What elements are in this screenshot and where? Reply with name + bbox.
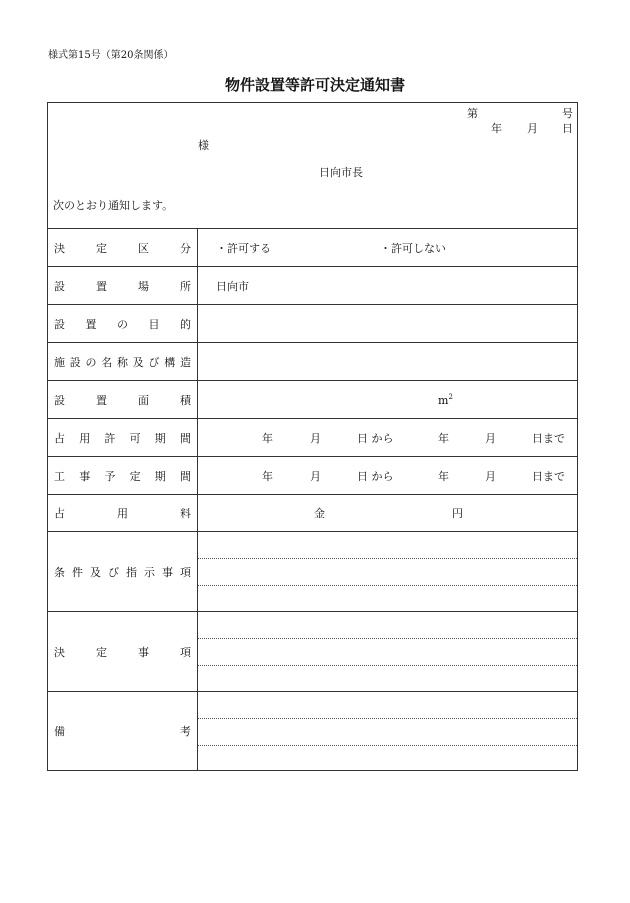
header-area: [48, 103, 577, 229]
label-char: 目: [148, 317, 160, 331]
label-cell: [48, 419, 198, 456]
decision-line-1[interactable]: [198, 612, 577, 639]
period-start-month: 月: [310, 431, 321, 445]
label-installation-location: [54, 278, 191, 294]
decision-field: [198, 229, 577, 266]
conditions-line-3[interactable]: [198, 586, 577, 611]
label-char: の: [85, 355, 97, 369]
label-char: 構: [164, 355, 176, 369]
decision-line-3[interactable]: [198, 666, 577, 691]
fee-en: 円: [452, 507, 463, 520]
label-char: 定: [129, 469, 141, 483]
area-field[interactable]: [198, 381, 577, 418]
label-char: び: [108, 565, 119, 579]
permit-period-field[interactable]: [198, 419, 577, 456]
label-char: 条: [54, 565, 65, 579]
option-deny[interactable]: ・許可しない: [380, 241, 446, 255]
construction-start-month: 月: [310, 469, 321, 483]
row-decision-items: [48, 612, 577, 692]
label-char: 区: [138, 241, 149, 255]
purpose-field[interactable]: [198, 305, 577, 342]
label-occupancy-permit-period: [54, 430, 191, 446]
period-end-month: 月: [485, 431, 496, 445]
label-char: の: [117, 317, 128, 331]
remarks-field[interactable]: [198, 692, 577, 770]
period-start-day: 日 から: [357, 431, 394, 445]
label-construction-period: [54, 468, 191, 484]
label-cell: [48, 457, 198, 494]
label-char: 許: [104, 431, 116, 445]
label-char: 設: [54, 393, 65, 407]
label-char: 占: [54, 431, 65, 445]
period-end-day: 日まで: [532, 431, 565, 445]
label-char: 分: [180, 241, 191, 255]
form-number: 様式第15号（第20条関係）: [48, 50, 174, 61]
label-char: 場: [138, 279, 149, 293]
row-installation-location: [48, 267, 577, 305]
label-char: 事: [138, 645, 149, 659]
label-facility-name-structure: [54, 354, 191, 370]
label-char: 用: [117, 507, 128, 520]
construction-end-month: 月: [485, 469, 496, 483]
document-title: 物件設置等許可決定通知書: [224, 76, 405, 94]
label-occupancy-fee: [54, 505, 191, 521]
label-char: 指: [126, 565, 137, 579]
addressee-sama: 様: [198, 139, 209, 152]
notice-text: 次のとおり通知します。: [53, 199, 174, 212]
label-char: 期: [154, 469, 166, 483]
area-unit-m: m: [438, 393, 449, 407]
row-occupancy-fee: [48, 495, 577, 532]
label-char: 予: [104, 469, 116, 483]
conditions-field[interactable]: [198, 532, 577, 611]
facility-field[interactable]: [198, 343, 577, 380]
location-field[interactable]: [198, 267, 577, 304]
label-cell: [48, 381, 198, 418]
label-installation-area: [54, 392, 191, 408]
label-char: 間: [179, 431, 191, 445]
label-char: 的: [180, 317, 191, 331]
date-year: 年: [491, 122, 502, 135]
area-unit-exponent: 2: [448, 392, 453, 401]
label-char: 決: [54, 241, 65, 255]
fee-field[interactable]: [198, 495, 577, 531]
row-conditions-instructions: [48, 532, 577, 612]
row-installation-area: [48, 381, 577, 419]
label-char: 決: [54, 645, 65, 659]
label-cell: [48, 692, 198, 770]
label-decision-items: [54, 644, 191, 660]
label-cell: [48, 612, 198, 691]
label-char: 設: [69, 355, 81, 369]
label-char: 置: [96, 393, 107, 407]
location-prefix: 日向市: [216, 279, 249, 293]
construction-start-day: 日 から: [357, 469, 394, 483]
label-char: 名: [101, 355, 113, 369]
label-char: 考: [180, 725, 191, 738]
area-unit: [438, 393, 453, 407]
construction-start-year: 年: [262, 469, 273, 483]
row-decision-category: [48, 229, 577, 267]
label-cell: [48, 343, 198, 380]
row-construction-period: [48, 457, 577, 495]
construction-period-field[interactable]: [198, 457, 577, 494]
construction-end-day: 日まで: [532, 469, 565, 483]
row-facility-name-structure: [48, 343, 577, 381]
period-end-year: 年: [438, 431, 449, 445]
label-conditions-instructions: [54, 564, 191, 580]
label-char: 面: [138, 393, 149, 407]
label-char: 事: [79, 469, 91, 483]
label-installation-purpose: [54, 316, 191, 332]
remarks-line-2[interactable]: [198, 719, 577, 746]
label-char: 積: [180, 393, 191, 407]
label-char: 置: [85, 317, 97, 331]
label-char: 事: [162, 565, 173, 579]
fee-kin: 金: [314, 507, 325, 520]
remarks-line-1[interactable]: [198, 692, 577, 719]
date-day: 日: [562, 122, 573, 135]
period-start-year: 年: [262, 431, 273, 445]
label-char: 及: [90, 565, 101, 579]
label-char: 件: [72, 565, 83, 579]
label-char: 置: [96, 279, 107, 293]
option-permit[interactable]: ・許可する: [216, 241, 271, 255]
label-decision-category: [54, 240, 191, 256]
construction-end-year: 年: [438, 469, 449, 483]
label-char: 定: [96, 241, 107, 255]
label-char: 料: [180, 507, 191, 520]
label-char: 可: [129, 431, 141, 445]
label-char: 設: [54, 279, 65, 293]
number-dai: 第: [467, 107, 478, 120]
label-char: 設: [54, 317, 65, 331]
label-char: 定: [96, 645, 107, 659]
label-char: 及: [132, 355, 144, 369]
label-char: 施: [54, 355, 65, 369]
form-frame: [47, 102, 578, 771]
label-cell: [48, 229, 198, 266]
label-cell: [48, 305, 198, 342]
label-char: 称: [117, 355, 128, 369]
label-char: 所: [180, 279, 191, 293]
label-char: び: [148, 355, 160, 369]
decision-items-field[interactable]: [198, 612, 577, 691]
number-go: 号: [562, 107, 573, 120]
label-cell: [48, 267, 198, 304]
remarks-line-3[interactable]: [198, 746, 577, 770]
label-remarks: [54, 723, 191, 739]
label-char: 期: [154, 431, 166, 445]
label-char: 占: [54, 507, 65, 520]
row-occupancy-permit-period: [48, 419, 577, 457]
label-char: 示: [144, 565, 155, 579]
label-char: 工: [54, 469, 65, 483]
label-char: 間: [179, 469, 191, 483]
label-cell: [48, 495, 198, 531]
label-char: 用: [79, 431, 91, 445]
conditions-line-2[interactable]: [198, 559, 577, 586]
label-cell: [48, 532, 198, 611]
date-month: 月: [527, 122, 538, 135]
row-installation-purpose: [48, 305, 577, 343]
label-char: 造: [180, 355, 191, 369]
conditions-line-1[interactable]: [198, 532, 577, 559]
label-char: 備: [54, 725, 65, 738]
label-char: 項: [180, 565, 191, 579]
label-char: 項: [180, 645, 191, 659]
issuer-name: 日向市長: [319, 166, 363, 179]
row-remarks: [48, 692, 577, 770]
decision-line-2[interactable]: [198, 639, 577, 666]
